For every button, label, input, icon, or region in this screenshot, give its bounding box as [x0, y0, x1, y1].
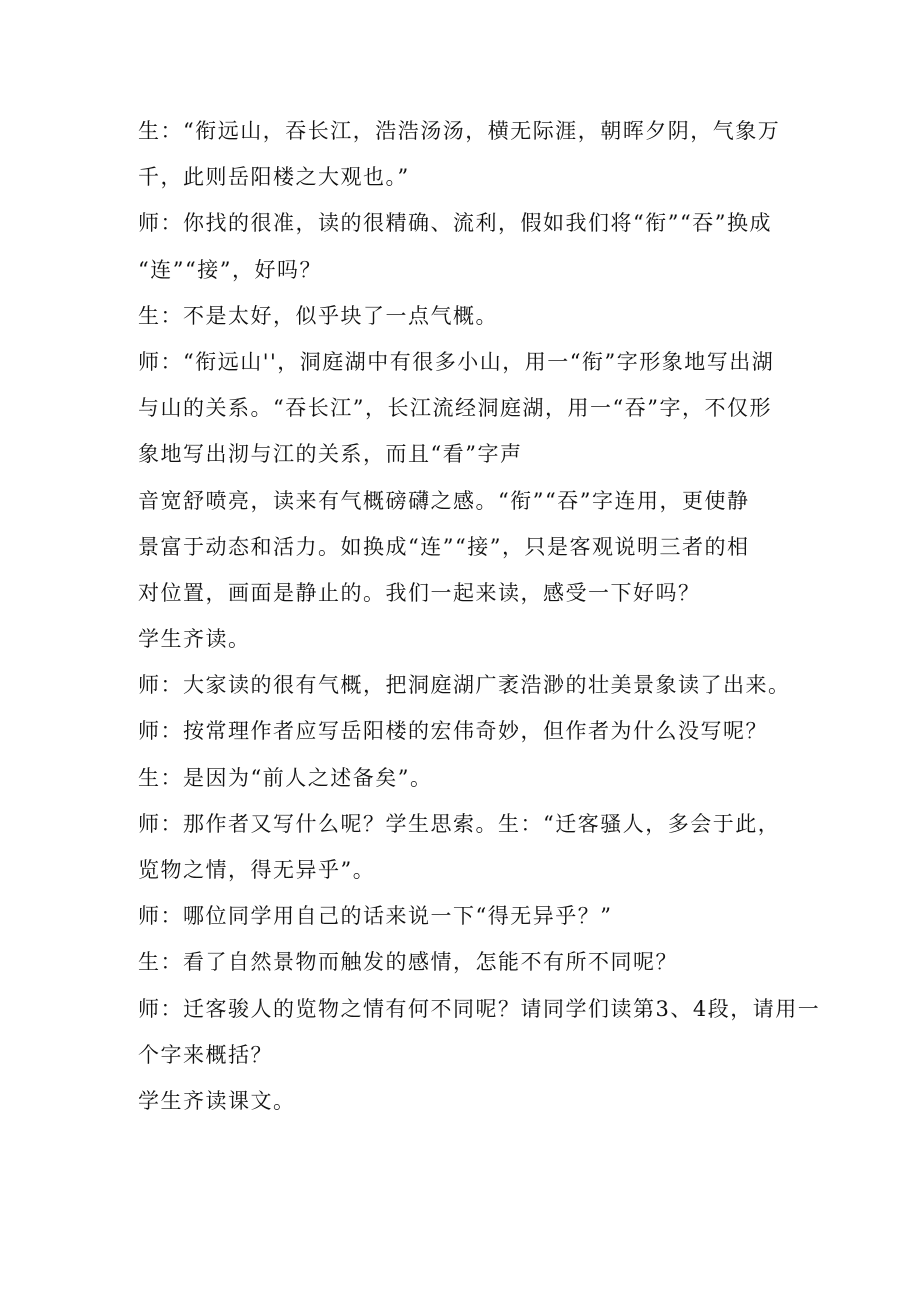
text-line: 与山的关系。“吞长江”，长江流经洞庭湖，用一“吞”字，不仅形: [138, 396, 772, 421]
text-line: 象地写出沏与江的关系，而且“看”字声: [138, 442, 523, 467]
text-line: 师：大家读的很有气概，把洞庭湖广袤浩渺的壮美景象读了出来。: [138, 673, 791, 698]
text-line: 师：你找的很准，读的很精确、流利，假如我们将“衔”“吞”换成: [138, 211, 772, 236]
text-line: 生：看了自然景物而触发的感情，怎能不有所不同呢？: [138, 950, 678, 975]
text-line: 师：那作者又写什么呢？学生思索。生：“迁客骚人，多会于此，: [138, 811, 781, 836]
text-line: 生：“衔远山，吞长江，浩浩汤汤，横无际涯，朝晖夕阴，气象万: [138, 119, 781, 143]
text-line: 览物之情，得无异乎”。: [138, 858, 376, 882]
text-line: 师：迁客骏人的览物之情有何不同呢？请同学们读第3、4段，请用一: [138, 996, 821, 1021]
text-line: 景富于动态和活力。如换成“连”“接”，只是客观说明三者的相: [138, 534, 750, 559]
text-line: 音宽舒喷亮，读来有气概磅礴之感。“衔”“吞”字连用，更使静: [138, 488, 750, 513]
text-line: 师：“衔远山''，洞庭湖中有很多小山，用一“衔”字形象地写出湖: [138, 349, 775, 374]
text-line: 千，此则岳阳楼之大观也。”: [138, 165, 410, 190]
text-line: 师：按常理作者应写岳阳楼的宏伟奇妙，但作者为什么没写呢？: [138, 719, 768, 744]
document-body: [138, 108, 821, 1124]
text-line: 生：是因为“前人之述备矣”。: [138, 765, 433, 790]
text-line: 学生齐读课文。: [138, 1088, 296, 1113]
text-line: 学生齐读。: [138, 627, 251, 652]
text-line: 个字来概括？: [138, 1042, 273, 1067]
text-line: 对位置，画面是静止的。我们一起来读，感受一下好吗？: [138, 580, 701, 605]
text-line: 生：不是太好，似乎块了一点气概。: [138, 303, 498, 328]
text-line: “连”“接”，好吗？: [138, 257, 322, 282]
text-line: 师：哪位同学用自己的话来说一下“得无异乎？”: [138, 904, 613, 929]
